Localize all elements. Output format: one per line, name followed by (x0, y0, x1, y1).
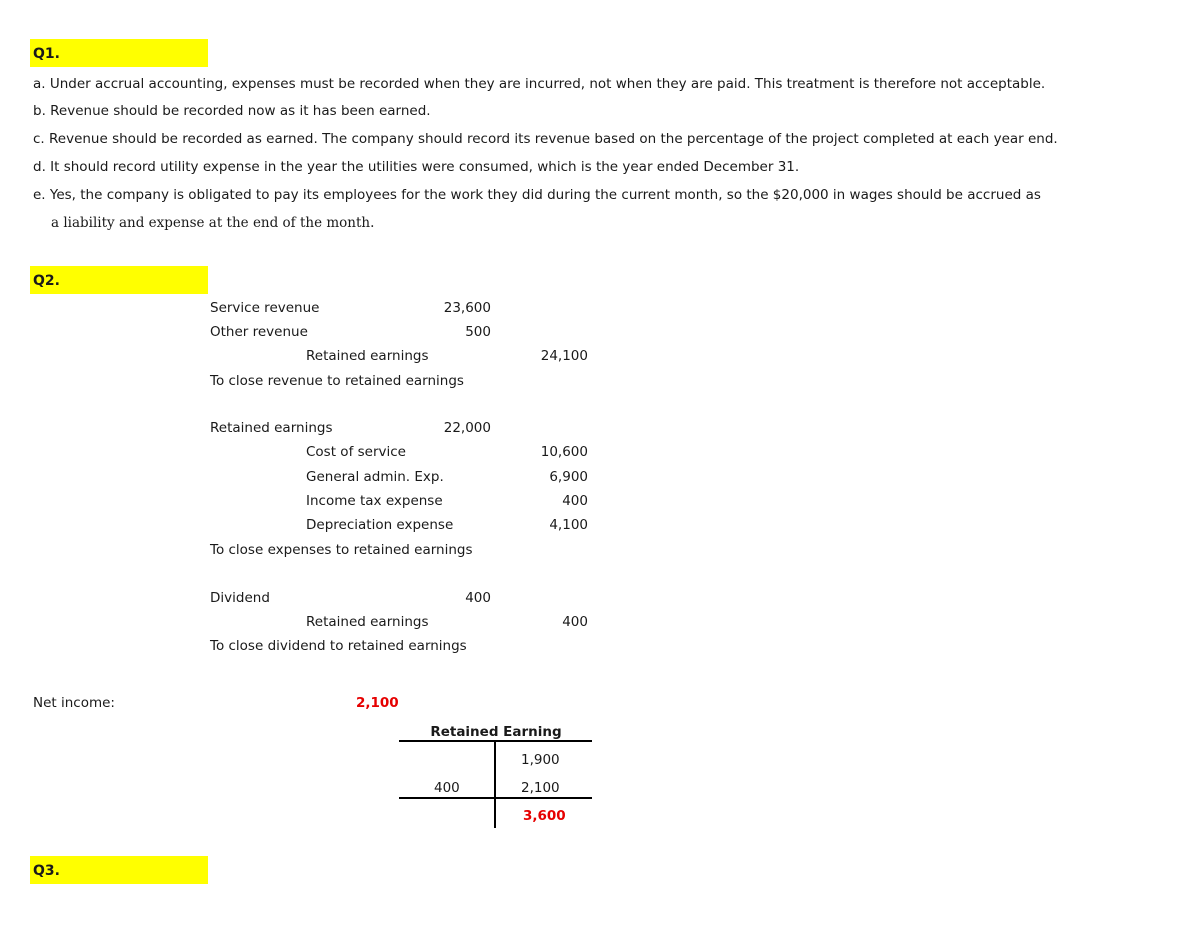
entry1-debit-amount-2: 500 (465, 324, 491, 340)
t-account-debit-1: 400 (434, 780, 460, 796)
q3-label: Q3. (33, 863, 60, 879)
entry1-credit-amount-1: 24,100 (540, 348, 588, 364)
net-income-value: 2,100 (356, 695, 399, 711)
q1-answer-d: d. It should record utility expense in the year the utilities were consumed, which is the year ended December 31. (33, 159, 800, 175)
q1-label: Q1. (33, 46, 60, 62)
entry3-credit-amount-1: 400 (562, 614, 588, 630)
entry2-debit-amount-1: 22,000 (443, 420, 491, 436)
entry2-credit-account-2: General admin. Exp. (306, 469, 444, 485)
q1-answer-b: b. Revenue should be recorded now as it has been earned. (33, 103, 431, 119)
q2-label: Q2. (33, 273, 60, 289)
t-account-balance: 3,600 (523, 808, 566, 824)
entry2-credit-amount-4: 4,100 (549, 517, 588, 533)
q1-answer-e: e. Yes, the company is obligated to pay its employees for the work they did during the current month, so the $20,000 in wages should be accrued as (33, 187, 1041, 203)
q1-answer-e-continued: a liability and expense at the end of the month. (51, 215, 375, 231)
q1-answer-a: a. Under accrual accounting, expenses must be recorded when they are incurred, not when they are paid. This treatment is therefore not acceptable. (33, 76, 1046, 92)
entry1-credit-account-1: Retained earnings (306, 348, 429, 364)
q1-answer-c: c. Revenue should be recorded as earned. The company should record its revenue based on the percentage of the project completed at each year end. (33, 131, 1058, 147)
entry1-memo: To close revenue to retained earnings (210, 373, 464, 389)
t-account-credit-1: 1,900 (521, 752, 560, 768)
entry3-debit-amount-1: 400 (465, 590, 491, 606)
t-account-divider (494, 740, 496, 828)
t-account-credit-2: 2,100 (521, 780, 560, 796)
entry1-debit-account-2: Other revenue (210, 324, 308, 340)
entry2-credit-account-4: Depreciation expense (306, 517, 454, 533)
entry3-debit-account-1: Dividend (210, 590, 270, 606)
entry2-memo: To close expenses to retained earnings (210, 542, 473, 558)
net-income-label: Net income: (33, 695, 115, 711)
entry2-credit-amount-2: 6,900 (549, 469, 588, 485)
entry3-credit-account-1: Retained earnings (306, 614, 429, 630)
t-account-title: Retained Earning (430, 724, 562, 740)
entry1-debit-amount-1: 23,600 (443, 300, 491, 316)
entry2-credit-account-3: Income tax expense (306, 493, 443, 509)
entry2-debit-account-1: Retained earnings (210, 420, 333, 436)
entry3-memo: To close dividend to retained earnings (210, 638, 467, 654)
entry2-credit-amount-1: 10,600 (540, 444, 588, 460)
entry1-debit-account-1: Service revenue (210, 300, 320, 316)
entry2-credit-amount-3: 400 (562, 493, 588, 509)
entry2-credit-account-1: Cost of service (306, 444, 406, 460)
t-account-total-rule (399, 797, 592, 799)
